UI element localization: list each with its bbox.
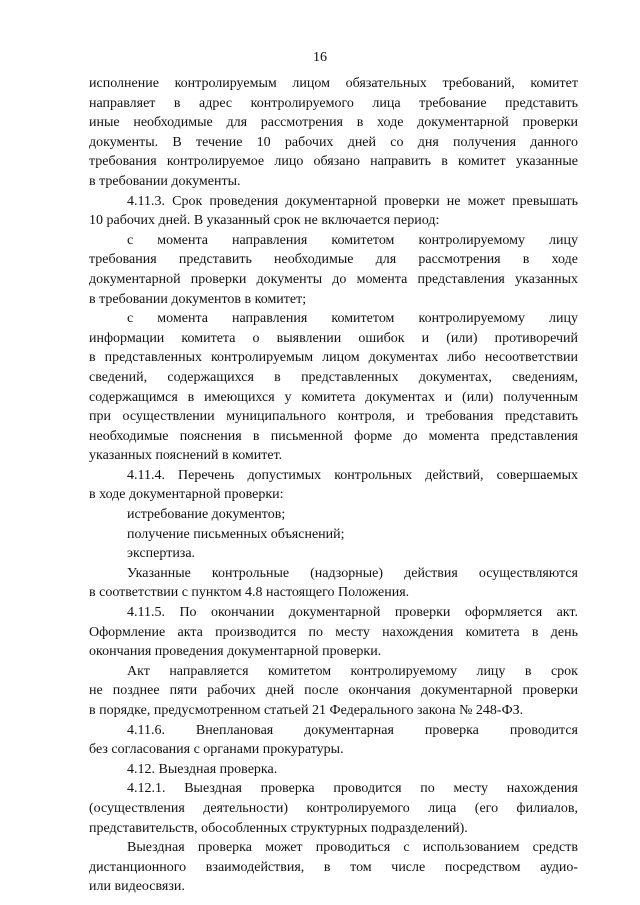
text-line: представительств, обособленных структурных подразделений). [89, 820, 468, 836]
text-line: Выездная проверка может проводиться с использованием средств [127, 840, 578, 856]
text-line: с момента направления комитетом контролируемому лицу [127, 232, 578, 248]
text-line: требования контролируемое лицо обязано направить в комитет указанные [89, 154, 578, 170]
text-line: экспертиза. [127, 546, 196, 562]
text-line: 4.11.5. По окончании документарной проверки оформляется акт. [127, 605, 578, 621]
text-line: 10 рабочих дней. В указанный срок не включается период: [89, 213, 440, 229]
text-line: 4.12. Выездная проверка. [127, 761, 278, 777]
text-line: истребование документов; [127, 507, 286, 523]
page-number: 16 [313, 50, 327, 65]
text-line: в порядке, предусмотренном статьей 21 Федерального закона № 248-ФЗ. [89, 703, 524, 718]
text-line: в представленных контролируемым лицом документах либо несоответствии [89, 350, 578, 366]
text-line: иные необходимые для рассмотрения в ходе документарной проверки [89, 115, 578, 131]
text-line: получение письменных объяснений; [127, 526, 345, 542]
text-line: не позднее пяти рабочих дней после окончания документарной проверки [89, 683, 578, 699]
text-line: 4.11.3. Срок проведения документарной проверки не может превышать [127, 193, 578, 209]
text-line: направляет в адрес контролируемого лица требование представить [89, 95, 578, 111]
text-line: информации комитета о выявлении ошибок и (или) противоречий [89, 330, 578, 346]
text-line: в соответствии с пунктом 4.8 настоящего Положения. [89, 585, 410, 601]
document-body [89, 74, 578, 897]
text-line: необходимые пояснения в письменной форме до момента представления [89, 428, 578, 444]
text-line: или видеосвязи. [89, 879, 185, 895]
text-line: сведений, содержащихся в представленных документах, сведениям, [89, 369, 578, 385]
text-line: без согласования с органами прокуратуры. [89, 742, 344, 758]
text-line: в требовании документы. [89, 173, 241, 189]
text-line: с момента направления комитетом контролируемому лицу [127, 311, 578, 327]
text-line: документарной проверки документы до момента представления указанных [89, 271, 578, 287]
text-line: требования представить необходимые для рассмотрения в ходе [89, 252, 578, 268]
text-line: окончания проведения документарной проверки. [89, 644, 382, 660]
text-line: Указанные контрольные (надзорные) действия осуществляются [127, 565, 578, 581]
text-line: 4.12.1. Выездная проверка проводится по месту нахождения [127, 781, 578, 797]
text-line: Акт направляется комитетом контролируемому лицу в срок [127, 663, 578, 679]
text-line: в ходе документарной проверки: [89, 487, 284, 503]
text-line: указанных пояснений в комитет. [89, 448, 283, 464]
text-line: содержащимся в имеющихся у комитета документах и (или) полученным [89, 389, 578, 405]
text-line: (осуществления деятельности) контролируемого лица (его филиалов, [89, 800, 578, 816]
text-line: дистанционного взаимодействия, в том числе посредством аудио- [89, 859, 578, 875]
text-line: Оформление акта производится по месту нахождения комитета в день [89, 624, 578, 640]
text-line: при осуществлении муниципального контроля, и требования представить [89, 409, 578, 425]
text-line: 4.11.4. Перечень допустимых контрольных действий, совершаемых [127, 467, 578, 483]
text-line: исполнение контролируемым лицом обязательных требований, комитет [89, 76, 578, 91]
text-line: документы. В течение 10 рабочих дней со дня получения данного [89, 134, 578, 150]
text-line: в требовании документов в комитет; [89, 291, 307, 307]
text-line: 4.11.6. Внеплановая документарная проверка проводится [127, 722, 578, 738]
